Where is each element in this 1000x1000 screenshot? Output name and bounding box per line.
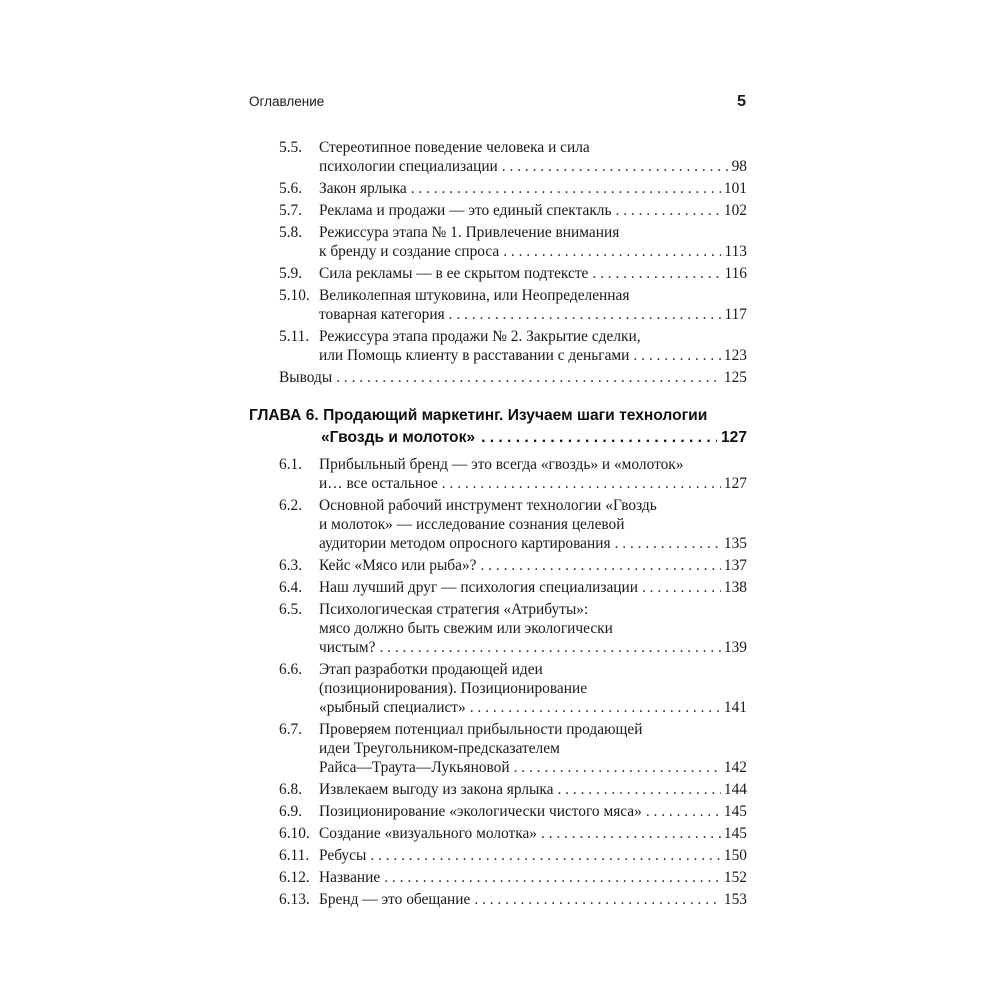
toc-entry-number: 6.10.: [279, 825, 310, 842]
toc-entry-page: 150: [723, 847, 747, 864]
toc-entry-title-line: «рыбный специалист»: [319, 699, 466, 716]
dot-leader: [514, 758, 721, 777]
toc-entry: [249, 600, 747, 657]
toc-entry-title-line: и молоток» — исследование сознания целевой: [319, 516, 625, 533]
toc-entry: [249, 890, 747, 909]
toc-entry-number: 5.11.: [279, 328, 310, 345]
toc-entry-number: 5.7.: [279, 202, 303, 219]
toc-entry-title-line: Великолепная штуковина, или Неопределенная: [319, 287, 630, 304]
toc-entry-number: 6.11.: [279, 847, 310, 864]
toc-entry-page: 145: [723, 803, 747, 820]
toc-entry-title-line: аудитории методом опросного картирования: [319, 535, 611, 552]
toc-entry-number: 6.3.: [279, 557, 303, 574]
dot-leader: [336, 368, 721, 387]
toc-entry: [249, 720, 747, 777]
toc-entry-title-line: Психологическая стратегия «Атрибуты»:: [319, 601, 589, 618]
toc-entry-number: 6.8.: [279, 781, 303, 798]
toc-entry-page: 117: [724, 306, 747, 323]
toc-entry-page: 145: [723, 825, 747, 842]
toc-entry-title-line: Извлекаем выгоду из закона ярлыка: [319, 781, 554, 798]
toc-entry-title-line: Позиционирование «экологически чистого мяса»: [319, 803, 642, 820]
toc-entry-number: 6.2.: [279, 497, 303, 514]
toc-entry-page: 144: [723, 781, 747, 798]
toc-entry: [249, 868, 747, 887]
toc-entry-summary: [249, 368, 747, 387]
toc-section-before: [249, 138, 747, 365]
toc-entry: [249, 578, 747, 597]
toc-entry-title-line: Режиссура этапа продажи № 2. Закрытие сделки,: [319, 328, 641, 345]
toc-entry: [249, 223, 747, 261]
dot-leader: [379, 638, 720, 657]
toc-entry-title-line: Наш лучший друг — психология специализации: [319, 579, 638, 596]
toc-entry-title-line: чистым?: [319, 639, 376, 656]
toc-entry: [249, 264, 747, 283]
toc-entry-number: 6.6.: [279, 661, 303, 678]
dot-leader: [633, 346, 720, 365]
toc-entry-title-line: и… все остальное: [319, 475, 438, 492]
toc-entry-number: 6.9.: [279, 803, 303, 820]
toc-entry-page: 137: [723, 557, 747, 574]
toc-entry-number: 6.7.: [279, 721, 303, 738]
toc-entry: [249, 802, 747, 821]
toc-entry: [249, 780, 747, 799]
chapter-heading: [249, 405, 747, 449]
toc-entry-title-line: (позиционирования). Позиционирование: [319, 680, 588, 697]
toc-entry-title-line: Реклама и продажи — это единый спектакль: [319, 202, 612, 219]
toc-entry: [249, 286, 747, 324]
dot-leader: [646, 802, 721, 821]
toc-entry: [249, 496, 747, 553]
toc-entry-title-line: к бренду и создание спроса: [319, 243, 500, 260]
toc-entry-title-line: Ребусы: [319, 847, 367, 864]
toc-entry: [249, 824, 747, 843]
toc-entry-title-line: Сила рекламы — в ее скрытом подтексте: [319, 265, 589, 282]
toc-entry-number: 5.5.: [279, 139, 303, 156]
toc-entry-page: 141: [723, 699, 747, 716]
dot-leader: [449, 305, 722, 324]
toc-entry-page: 153: [723, 891, 747, 908]
toc-entry-page: 113: [724, 243, 747, 260]
toc-entry: [249, 201, 747, 220]
dot-leader: [592, 264, 721, 283]
dot-leader: [474, 890, 721, 909]
dot-leader: [502, 157, 729, 176]
toc-entry: [249, 327, 747, 365]
toc-entry-title-line: Бренд — это обещание: [319, 891, 471, 908]
toc-entry: [249, 660, 747, 717]
toc-entry-number: 6.5.: [279, 601, 303, 618]
toc-entry-title-line: Стереотипное поведение человека и сила: [319, 139, 590, 156]
toc-entry-title: Выводы: [279, 369, 333, 386]
toc-entry-number: 6.12.: [279, 869, 310, 886]
toc-entry-title-line: или Помощь клиенту в расставании с деньгами: [319, 347, 630, 364]
dot-leader: [384, 868, 721, 887]
toc-entry: [249, 846, 747, 865]
dot-leader: [481, 427, 717, 449]
toc-entry-page: 98: [731, 158, 747, 175]
toc-entry-title-line: Этап разработки продающей идеи: [319, 661, 543, 678]
toc-entry-number: 5.10.: [279, 287, 310, 304]
toc-entry: [249, 138, 747, 176]
toc-entry-number: 5.6.: [279, 180, 303, 197]
toc-entry-title-line: Режиссура этапа № 1. Привлечение внимания: [319, 224, 620, 241]
dot-leader: [616, 201, 721, 220]
running-head-title: Оглавление: [249, 94, 325, 109]
toc-entry-title-line: идеи Треугольником-предсказателем: [319, 740, 560, 757]
toc-section-after: [249, 455, 747, 909]
toc-entry-title-line: Кейс «Мясо или рыба»?: [319, 557, 477, 574]
toc-entry-page: 116: [724, 265, 747, 282]
dot-leader: [615, 534, 721, 553]
toc-entry-title-line: Прибыльный бренд — это всегда «гвоздь» и «молоток»: [319, 456, 684, 473]
page-number: 5: [737, 93, 746, 110]
toc-entry-page: 101: [723, 180, 747, 197]
toc-entry-page: 125: [723, 369, 747, 386]
toc-entry: [249, 179, 747, 198]
toc-entry-number: 5.8.: [279, 224, 303, 241]
toc-entry-title-line: Основной рабочий инструмент технологии «Гвоздь: [319, 497, 657, 514]
toc-entry-page: 139: [723, 639, 747, 656]
toc-entry-number: 6.1.: [279, 456, 303, 473]
dot-leader: [442, 474, 721, 493]
toc-entry-title-line: товарная категория: [319, 306, 445, 323]
table-of-contents: [249, 138, 747, 912]
dot-leader: [411, 179, 721, 198]
toc-entry-number: 6.13.: [279, 891, 310, 908]
toc-entry-page: 123: [723, 347, 747, 364]
chapter-title-line-2: «Гвоздь и молоток»: [321, 429, 476, 446]
toc-entry: [249, 455, 747, 493]
toc-entry-title-line: Название: [319, 869, 381, 886]
toc-entry-page: 152: [723, 869, 747, 886]
toc-entry-title-line: Райса—Траута—Лукьяновой: [319, 759, 510, 776]
dot-leader: [370, 846, 721, 865]
toc-entry-number: 6.4.: [279, 579, 303, 596]
running-head: [249, 93, 746, 115]
toc-entry-page: 127: [723, 475, 747, 492]
dot-leader: [541, 824, 721, 843]
toc-entry-page: 102: [723, 202, 747, 219]
toc-entry-page: 142: [723, 759, 747, 776]
chapter-page: 127: [720, 429, 747, 446]
dot-leader: [470, 698, 721, 717]
toc-entry-page: 138: [723, 579, 747, 596]
toc-entry-title-line: Создание «визуального молотка»: [319, 825, 537, 842]
toc-entry-title-line: мясо должно быть свежим или экологически: [319, 620, 613, 637]
dot-leader: [503, 242, 721, 261]
toc-entry-page: 135: [723, 535, 747, 552]
dot-leader: [557, 780, 720, 799]
chapter-title-line-1: ГЛАВА 6. Продающий маркетинг. Изучаем шаги технологии: [249, 407, 708, 424]
toc-entry: [249, 556, 747, 575]
toc-entry-title-line: Закон ярлыка: [319, 180, 407, 197]
dot-leader: [480, 556, 720, 575]
toc-entry-number: 5.9.: [279, 265, 303, 282]
dot-leader: [642, 578, 721, 597]
toc-entry-title-line: психологии специализации: [319, 158, 498, 175]
toc-entry-title-line: Проверяем потенциал прибыльности продающей: [319, 721, 643, 738]
